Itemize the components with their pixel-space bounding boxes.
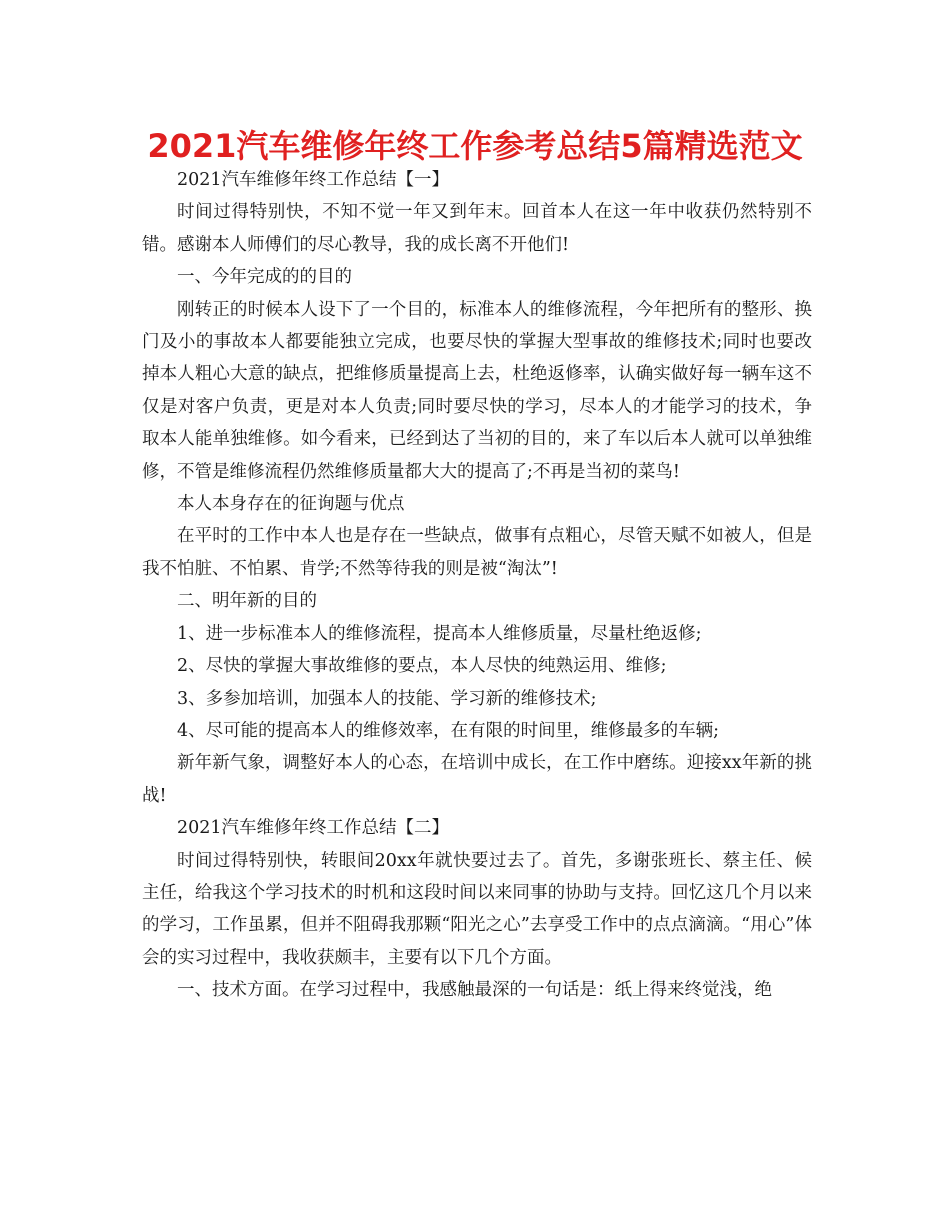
list-item: 1、进一步标准本人的维修流程，提高本人维修质量，尽量杜绝返修;	[177, 623, 702, 644]
paragraph: 时间过得特别快，转眼间20xx年就快要过去了。首先，多谢张班长、蔡主任、候主任，给我这个学习技术的时机和这段时间以来同事的协助与支持。回忆这几个月以来的学习，工作虽累，但并不阻碍我那颗“阳光之心”去享受工作中的点点滴滴。“用心”体会的实习过程中，我收获颇丰，主要有以下几个方面。	[142, 850, 812, 968]
paragraph: 一、技术方面。在学习过程中，我感触最深的一句话是：纸上得来终觉浅，绝	[177, 980, 772, 1001]
paragraph: 刚转正的时候本人设下了一个目的，标准本人的维修流程，今年把所有的整形、换门及小的事故本人都要能独立完成，也要尽快的掌握大型事故的维修技术;同时也要改掉本人粗心大意的缺点，把维修质量提高上去，杜绝返修率，认确实做好每一辆车这不仅是对客户负责，更是对本人负责;同时要尽快的学习，尽本人的才能学习的技术，争取本人能单独维修。如今看来，已经到达了当初的目的，来了车以后本人就可以单独维修，不管是维修流程仍然维修质量都大大的提高了;不再是当初的菜鸟!	[142, 299, 812, 482]
list-item: 3、多参加培训，加强本人的技能、学习新的维修技术;	[177, 688, 597, 709]
document-title: 2021汽车维修年终工作参考总结5篇精选范文	[147, 127, 803, 165]
subheading: 二、明年新的目的	[177, 591, 317, 612]
document-body	[142, 164, 812, 1007]
section-heading-1: 2021汽车维修年终工作总结【一】	[177, 170, 450, 190]
paragraph: 时间过得特别快，不知不觉一年又到年末。回首本人在这一年中收获仍然特别不错。感谢本人师傅们的尽心教导，我的成长离不开他们!	[142, 202, 812, 255]
list-item: 2、尽快的掌握大事故维修的要点，本人尽快的纯熟运用、维修;	[177, 656, 667, 677]
list-item: 4、尽可能的提高本人的维修效率，在有限的时间里，维修最多的车辆;	[177, 720, 720, 741]
subheading: 一、今年完成的的目的	[177, 267, 352, 288]
paragraph: 新年新气象，调整好本人的心态，在培训中成长，在工作中磨练。迎接xx年新的挑战!	[142, 753, 812, 806]
subheading: 本人本身存在的征询题与优点	[177, 494, 405, 515]
paragraph: 在平时的工作中本人也是存在一些缺点，做事有点粗心，尽管天赋不如被人，但是我不怕脏、不怕累、肯学;不然等待我的则是被“淘汰”!	[142, 526, 812, 579]
section-heading-2: 2021汽车维修年终工作总结【二】	[177, 818, 450, 839]
